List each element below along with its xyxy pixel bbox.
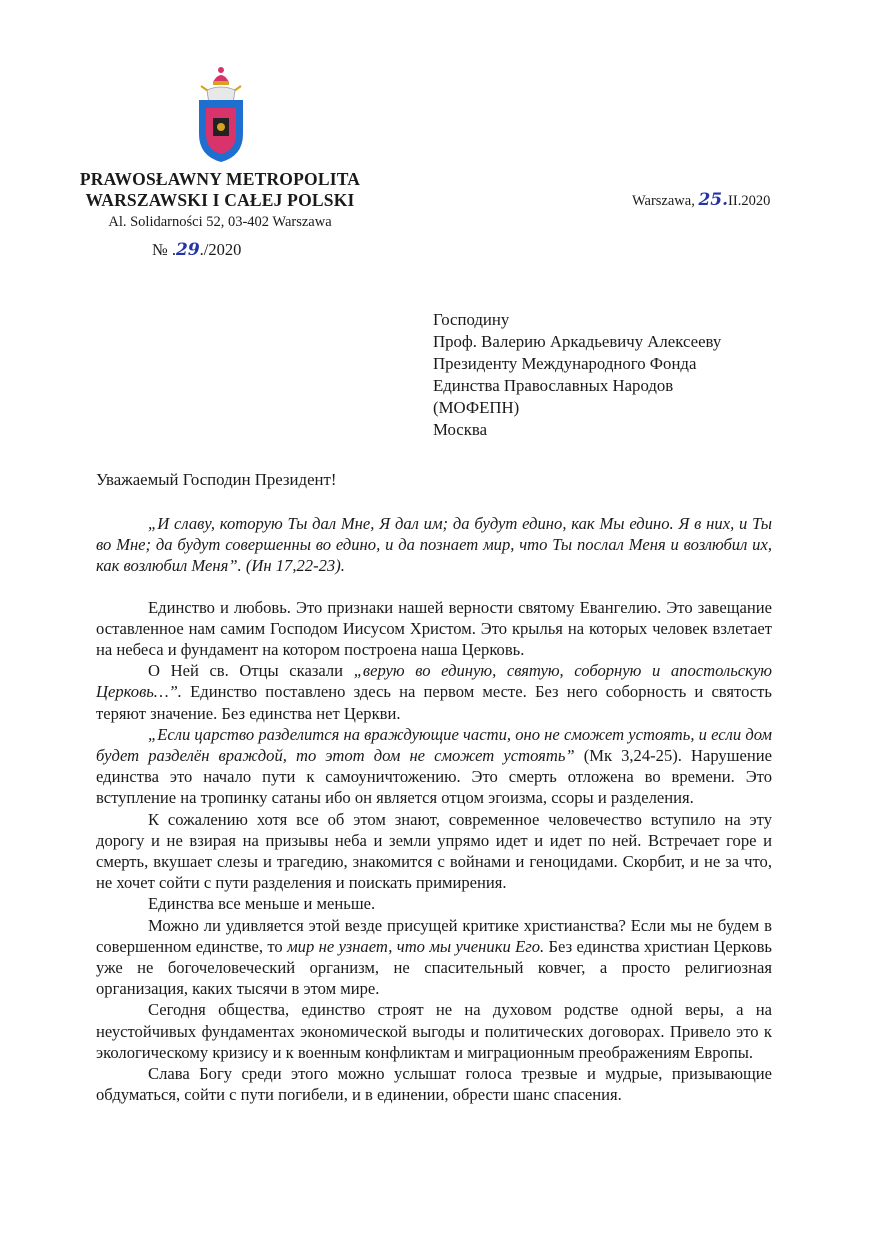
disciples-quote: мир не узнает, что мы ученики Его. bbox=[287, 936, 545, 956]
organization-header bbox=[40, 169, 400, 232]
paragraph-6-text: Можно ли удивляется этой везде присущей критике христианства? Если мы не будем в совершенном единстве, то bbox=[96, 915, 772, 956]
paragraph-6-text-end: Без единства христиан Церковь уже не богочеловеческий организм, не спасительный ковчег, а просто религиозная организация, каких тысячи в этом мире. bbox=[96, 936, 772, 999]
recipient-block bbox=[433, 309, 721, 441]
date-suffix: II.2020 bbox=[728, 193, 771, 209]
recipient-line: Москва bbox=[433, 420, 488, 439]
paragraph-3 bbox=[96, 724, 772, 809]
paragraph-2 bbox=[96, 660, 772, 724]
paragraph-2-text: О Ней св. Отцы сказали bbox=[148, 661, 354, 681]
reference-number bbox=[152, 240, 241, 260]
recipient-line: Господину bbox=[433, 310, 510, 329]
paragraph-5: Единства все меньше и меньше. bbox=[148, 894, 376, 914]
ref-handwritten-number: 29 bbox=[176, 240, 200, 260]
org-name-line1: PRAWOSŁAWNY METROPOLITA bbox=[79, 169, 361, 189]
recipient-line: (МОФЕПН) bbox=[433, 398, 520, 417]
recipient-line: Проф. Валерию Аркадьевичу Алексееву bbox=[433, 332, 722, 351]
paragraph-1: Единство и любовь. Это признаки нашей верности святому Евангелию. Это завещание оставленное нам самим Господом Иисусом Христом. Это крылья на которых человек взлетает на небеса и фундамент на котором построена наша Церковь. bbox=[96, 597, 772, 660]
paragraph-6 bbox=[96, 915, 772, 1000]
letter-date bbox=[632, 190, 770, 210]
gospel-quote: „Если царство разделится на враждующие части, оно не сможет устоять, и если дом будет разделён враждой, то этот дом не сможет устоять” bbox=[96, 724, 772, 766]
paragraph-4: К сожалению хотя все об этом знают, современное человечество вступило на эту дорогу и не взирая на призывы неба и земли упрямо идет и идет по ней. Встречает горе и смерть, вкушает слезы и трагедию, знакомится с войнами и геноцидами. Скорбит, и не за что, не хочет сойти с пути разделения и поискать примирения. bbox=[96, 809, 772, 893]
paragraph-3-text: (Мк 3,24-25). Нарушение единства это начало пути к самоуничтожению. Это смерть отложена во времени. Это вступление на тропинку сатаны ибо он является отцом эгоизма, ссоры и разделения. bbox=[96, 746, 773, 808]
recipient-line: Президенту Международного Фонда bbox=[433, 354, 697, 373]
date-handwritten-day: 25. bbox=[698, 190, 729, 210]
org-address: Al. Solidarności 52, 03-402 Warszawa bbox=[108, 214, 332, 230]
paragraph-7: Сегодня общества, единство строят не на духовом родстве одной веры, а на неустойчивых фундаментах экономической выгоды и политических договорах. Привело это к экологическому кризису и к военным конфликтам и миграционным преображениям Европы. bbox=[96, 1000, 772, 1062]
coat-of-arms-icon bbox=[193, 64, 249, 164]
recipient-line: Единства Православных Народов bbox=[433, 376, 674, 395]
paragraph-2-text-end: Единство поставлено здесь на первом месте. Без него соборность и святость теряют значение. Без единства нет Церкви. bbox=[96, 682, 772, 723]
creed-quote: „верую во единую, святую, соборную и апостольскую Церковь…”. bbox=[96, 661, 772, 702]
paragraph-8: Слава Богу среди этого можно услышат голоса трезвые и мудрые, призывающие обдуматься, сойти с пути погибели, и в единении, обрести шанс спасения. bbox=[96, 1064, 772, 1105]
org-name-line2: WARSZAWSKI I CAŁEJ POLSKI bbox=[85, 190, 355, 210]
ref-prefix: № . bbox=[152, 240, 176, 259]
date-prefix: Warszawa, bbox=[632, 193, 695, 209]
ref-suffix: ./2020 bbox=[199, 240, 242, 259]
salutation: Уважаемый Господин Президент! bbox=[96, 470, 337, 489]
letter-body bbox=[96, 513, 772, 1105]
epigraph-quote: „И славу, которую Ты дал Мне, Я дал им; да будут едино, как Мы едино. Я в них, и Ты во Мне; да будут совершенны во едино, и да познает мир, что Ты послал Меня и возлюбил их, как возлюбил Меня”. (Ин 17,22-23). bbox=[96, 514, 772, 576]
